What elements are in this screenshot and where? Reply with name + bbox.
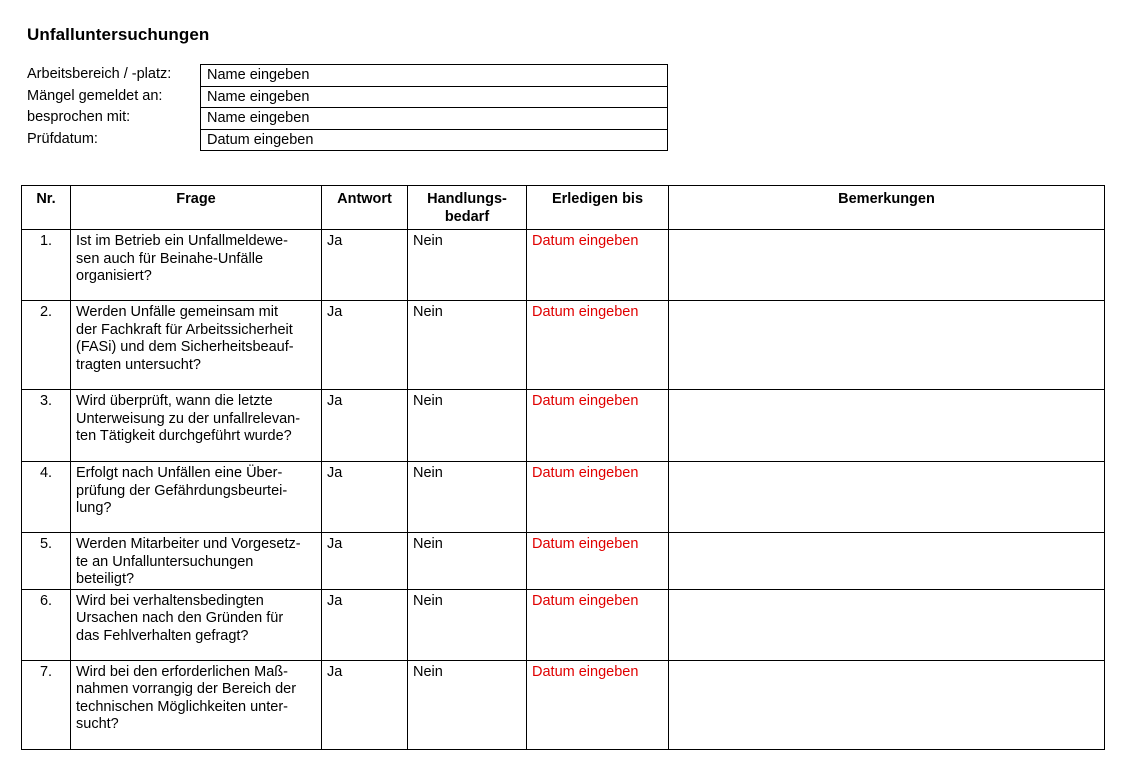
- besprochen-field[interactable]: Name eingeben: [201, 108, 667, 130]
- action-needed-nein[interactable]: Nein: [408, 660, 527, 749]
- arbeitsbereich-field[interactable]: Name eingeben: [201, 65, 667, 87]
- action-needed-nein[interactable]: Nein: [408, 533, 527, 590]
- answer-ja[interactable]: Ja: [322, 301, 408, 390]
- question-text: Ist im Betrieb ein Unfallmeldewe- sen auch für Beinahe-Unfälle organisiert?: [71, 230, 322, 301]
- header-handlungsbedarf: Handlungs- bedarf: [408, 186, 527, 230]
- action-needed-nein[interactable]: Nein: [408, 301, 527, 390]
- table-row: [22, 533, 1105, 590]
- action-needed-nein[interactable]: Nein: [408, 390, 527, 462]
- row-number: 2.: [22, 301, 71, 390]
- table-row: [22, 462, 1105, 533]
- table-row: [22, 301, 1105, 390]
- question-text: Wird bei den erforderlichen Maß- nahmen vorrangig der Bereich der technischen Möglichkeiten unter- sucht?: [71, 660, 322, 749]
- action-needed-nein[interactable]: Nein: [408, 589, 527, 660]
- meta-label-arbeitsbereich: Arbeitsbereich / -platz:: [27, 66, 172, 82]
- remarks-field[interactable]: [669, 660, 1105, 749]
- answer-ja[interactable]: Ja: [322, 589, 408, 660]
- meta-fields-box: [200, 64, 668, 151]
- header-antwort: Antwort: [322, 186, 408, 230]
- due-date-field[interactable]: Datum eingeben: [527, 660, 669, 749]
- action-needed-nein[interactable]: Nein: [408, 462, 527, 533]
- due-date-field[interactable]: Datum eingeben: [527, 230, 669, 301]
- answer-ja[interactable]: Ja: [322, 390, 408, 462]
- row-number: 7.: [22, 660, 71, 749]
- header-frage: Frage: [71, 186, 322, 230]
- due-date-field[interactable]: Datum eingeben: [527, 589, 669, 660]
- question-text: Wird überprüft, wann die letzte Unterweisung zu der unfallrelevan- ten Tätigkeit durchgeführt wurde?: [71, 390, 322, 462]
- question-text: Erfolgt nach Unfällen eine Über- prüfung der Gefährdungsbeurtei- lung?: [71, 462, 322, 533]
- remarks-field[interactable]: [669, 589, 1105, 660]
- row-number: 4.: [22, 462, 71, 533]
- remarks-field[interactable]: [669, 230, 1105, 301]
- due-date-field[interactable]: Datum eingeben: [527, 462, 669, 533]
- header-nr: Nr.: [22, 186, 71, 230]
- answer-ja[interactable]: Ja: [322, 660, 408, 749]
- row-number: 5.: [22, 533, 71, 590]
- meta-label-besprochen: besprochen mit:: [27, 109, 131, 125]
- table-row: [22, 589, 1105, 660]
- due-date-field[interactable]: Datum eingeben: [527, 301, 669, 390]
- due-date-field[interactable]: Datum eingeben: [527, 533, 669, 590]
- maengel-field[interactable]: Name eingeben: [201, 87, 667, 109]
- meta-label-maengel: Mängel gemeldet an:: [27, 88, 163, 104]
- row-number: 3.: [22, 390, 71, 462]
- question-text: Wird bei verhaltensbedingten Ursachen nach den Gründen für das Fehlverhalten gefragt?: [71, 589, 322, 660]
- header-erledigen: Erledigen bis: [527, 186, 669, 230]
- table-header-row: [22, 186, 1105, 230]
- due-date-field[interactable]: Datum eingeben: [527, 390, 669, 462]
- answer-ja[interactable]: Ja: [322, 533, 408, 590]
- remarks-field[interactable]: [669, 301, 1105, 390]
- table-row: [22, 660, 1105, 749]
- pruefdatum-field[interactable]: Datum eingeben: [207, 131, 314, 148]
- answer-ja[interactable]: Ja: [322, 462, 408, 533]
- question-text: Werden Unfälle gemeinsam mit der Fachkraft für Arbeitssicherheit (FASi) und dem Sicherheitsbeauf- tragten untersucht?: [71, 301, 322, 390]
- table-row: [22, 390, 1105, 462]
- remarks-field[interactable]: [669, 462, 1105, 533]
- row-number: 1.: [22, 230, 71, 301]
- action-needed-nein[interactable]: Nein: [408, 230, 527, 301]
- answer-ja[interactable]: Ja: [322, 230, 408, 301]
- checklist-table: [21, 185, 1105, 750]
- table-row: [22, 230, 1105, 301]
- row-number: 6.: [22, 589, 71, 660]
- meta-label-pruefdatum: Prüfdatum:: [27, 131, 98, 147]
- remarks-field[interactable]: [669, 390, 1105, 462]
- question-text: Werden Mitarbeiter und Vorgesetz- te an Unfalluntersuchungen beteiligt?: [71, 533, 322, 590]
- remarks-field[interactable]: [669, 533, 1105, 590]
- page-title: Unfalluntersuchungen: [27, 25, 210, 44]
- header-bemerkungen: Bemerkungen: [669, 186, 1105, 230]
